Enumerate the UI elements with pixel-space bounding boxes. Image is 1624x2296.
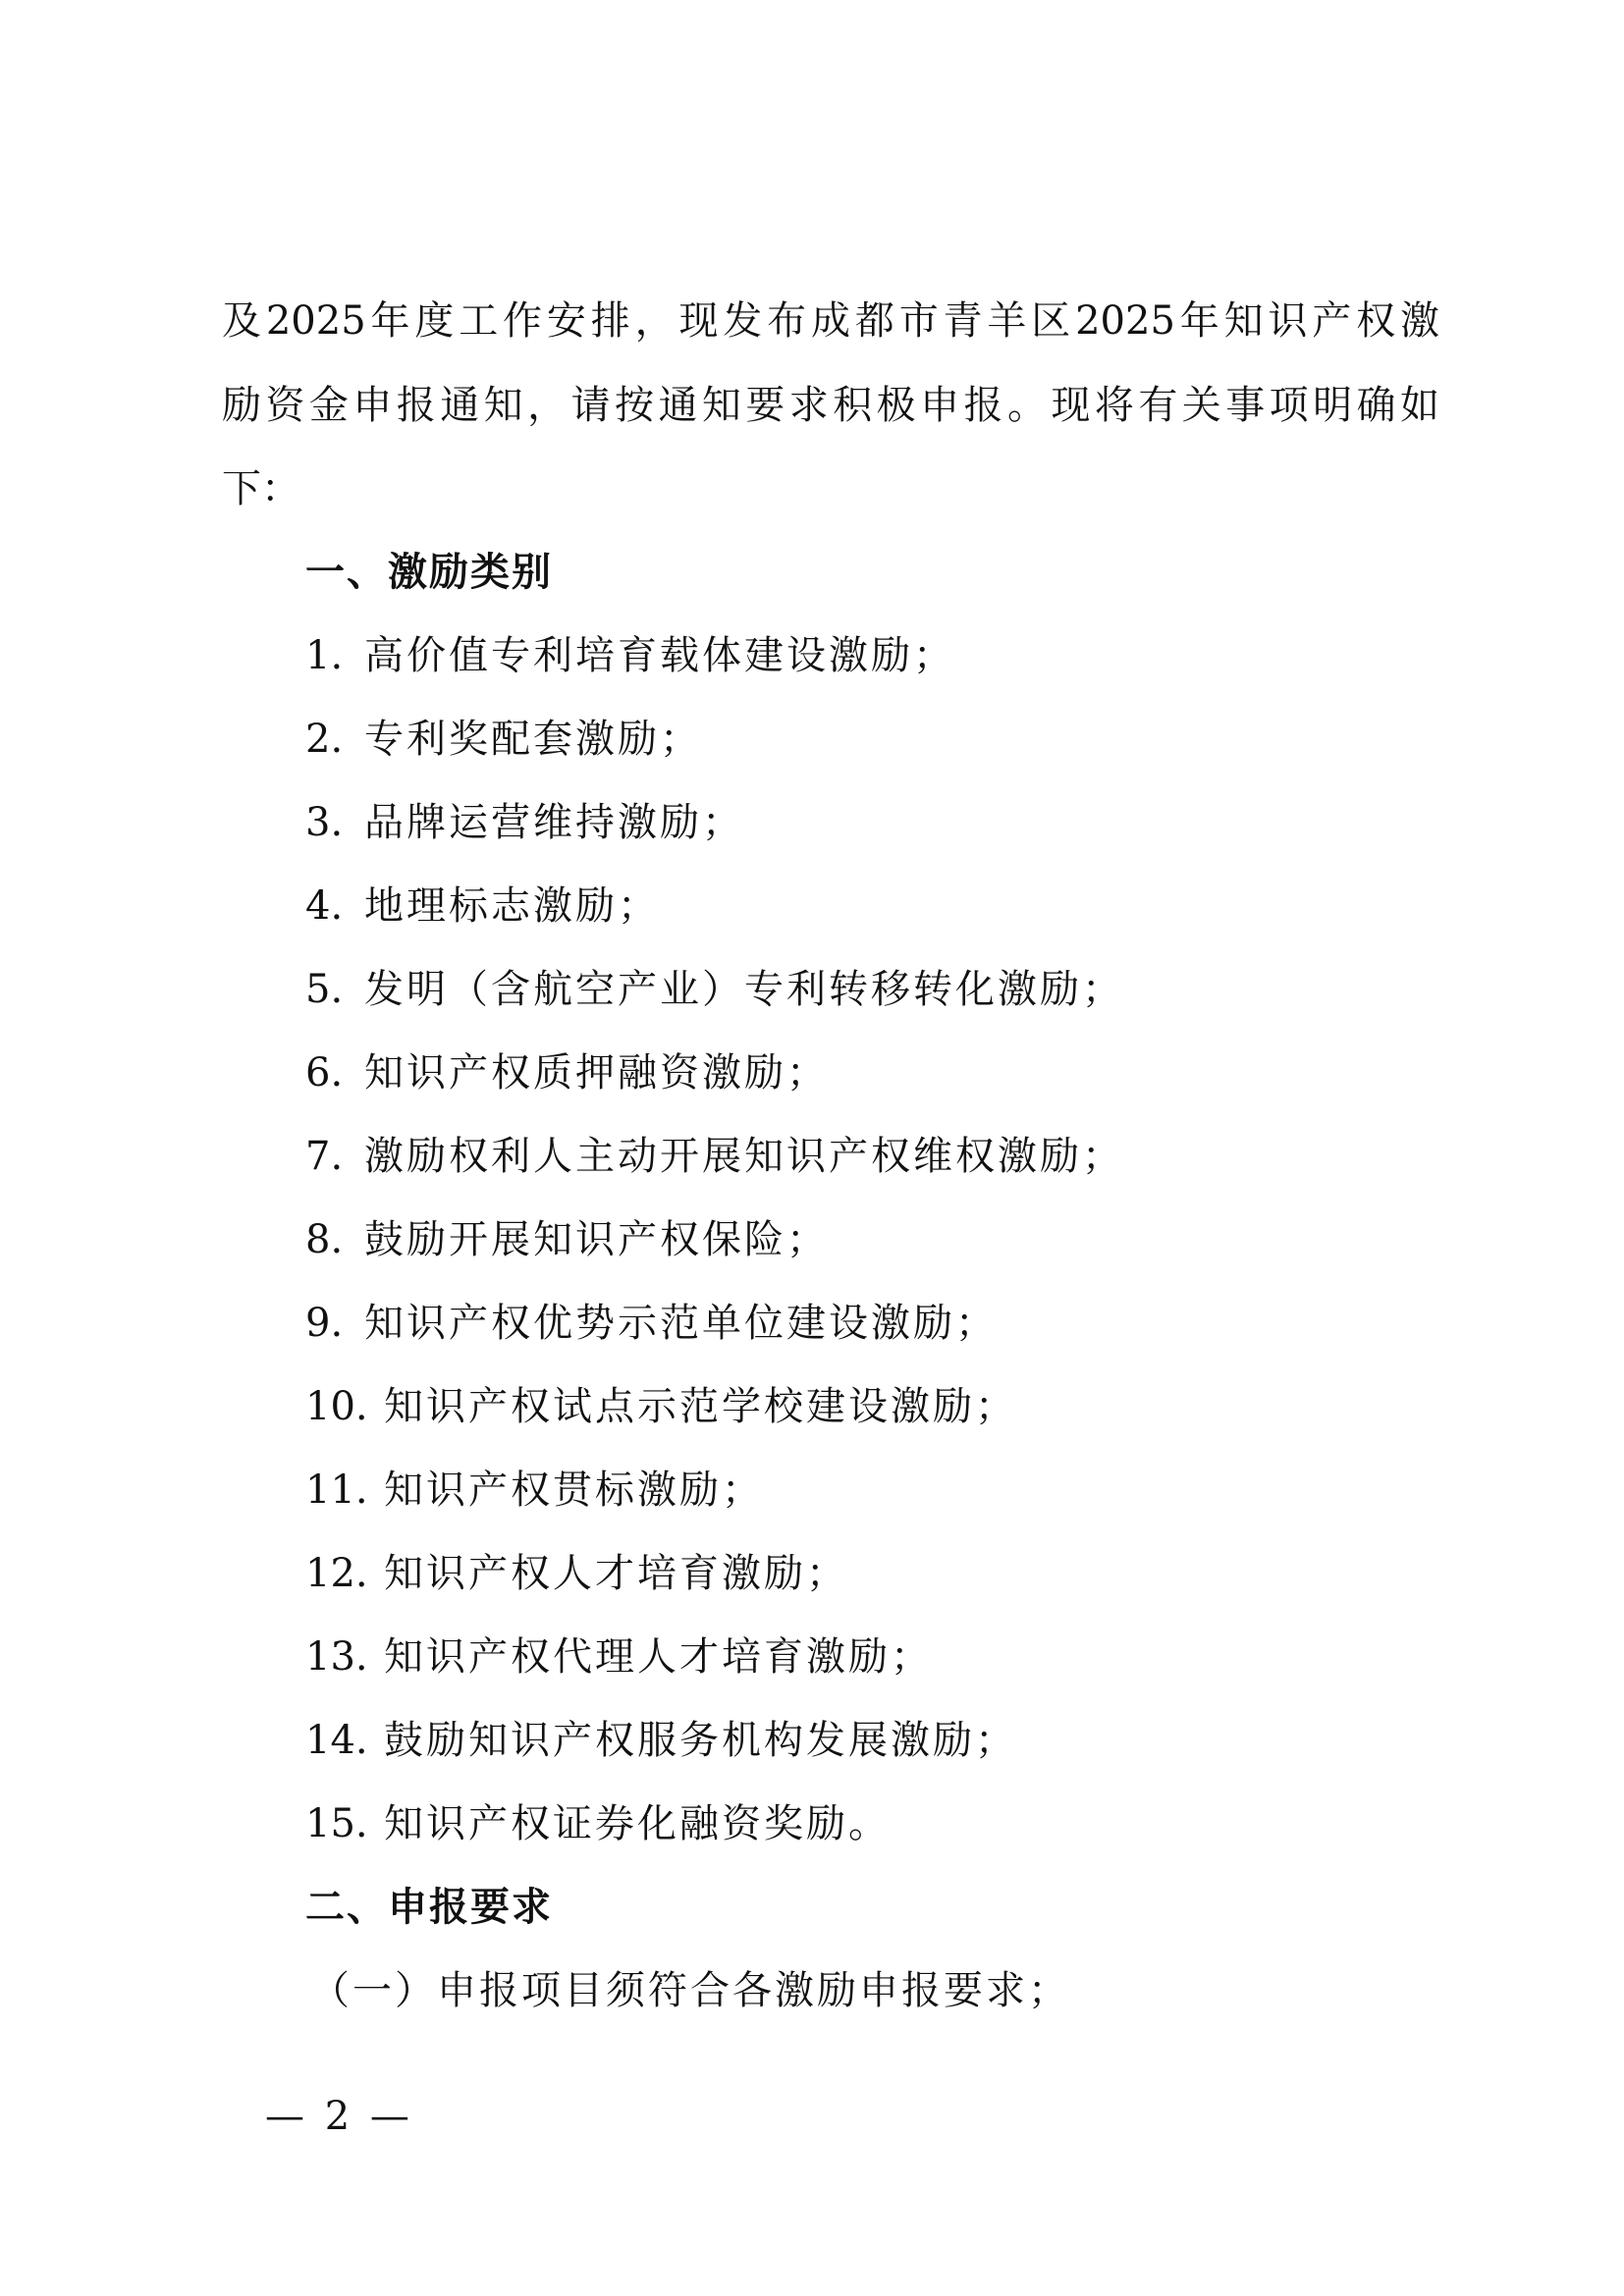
list-item xyxy=(305,1544,848,1603)
list-item-text: 激励权利人主动开展知识产权维权激励； xyxy=(364,1134,1124,1179)
list-item xyxy=(305,1210,829,1269)
list-item-text: 鼓励开展知识产权保险； xyxy=(364,1217,829,1262)
list-item-text: 专利奖配套激励； xyxy=(364,717,702,762)
section-heading-application-requirements: 二、申报要求 xyxy=(305,1885,553,1930)
list-item xyxy=(305,1043,829,1102)
intro-line-3: 下： xyxy=(222,466,300,511)
list-item-text: 鼓励知识产权服务机构发展激励； xyxy=(384,1718,1017,1763)
list-item-number: 2. xyxy=(305,717,344,762)
list-item xyxy=(305,877,660,935)
list-item xyxy=(305,1294,998,1353)
list-item xyxy=(305,1711,1017,1770)
intro-line-2: 励资金申报通知，请按通知要求积极申报。现将有关事项明确如 xyxy=(222,383,1439,428)
list-item-number: 9. xyxy=(305,1301,344,1346)
list-item xyxy=(305,1628,933,1686)
list-item-text: 品牌运营维持激励； xyxy=(364,800,744,845)
list-item-text: 知识产权代理人才培育激励； xyxy=(384,1634,933,1680)
list-item-text: 知识产权人才培育激励； xyxy=(384,1551,848,1596)
list-item-text: 知识产权试点示范学校建设激励； xyxy=(384,1384,1017,1429)
list-item-number: 5. xyxy=(305,967,344,1012)
list-item xyxy=(305,1127,1124,1186)
list-item xyxy=(305,1794,891,1853)
requirement-paragraph-1: （一）申报项目须符合各激励申报要求； xyxy=(310,1968,1070,2013)
list-item xyxy=(305,960,1124,1019)
list-item-number: 4. xyxy=(305,883,344,929)
list-item-number: 3. xyxy=(305,800,344,845)
list-item xyxy=(305,1461,764,1520)
list-item xyxy=(305,710,702,769)
list-item-number: 10. xyxy=(305,1384,368,1429)
list-item xyxy=(305,626,955,685)
list-item-text: 发明（含航空产业）专利转移转化激励； xyxy=(364,967,1124,1012)
list-item-number: 1. xyxy=(305,633,344,678)
list-item xyxy=(305,793,744,852)
list-item-number: 6. xyxy=(305,1050,344,1095)
list-item-number: 12. xyxy=(305,1551,368,1596)
list-item-text: 知识产权质押融资激励； xyxy=(364,1050,829,1095)
list-item-number: 11. xyxy=(305,1468,368,1513)
list-item-number: 15. xyxy=(305,1801,368,1846)
list-item-number: 14. xyxy=(305,1718,368,1763)
list-item-text: 知识产权优势示范单位建设激励； xyxy=(364,1301,998,1346)
list-item-number: 13. xyxy=(305,1634,368,1680)
intro-line-1: 及2025年度工作安排，现发布成都市青羊区2025年知识产权激 xyxy=(222,298,1439,344)
list-item-text: 地理标志激励； xyxy=(364,883,660,929)
page-number: — 2 — xyxy=(265,2094,413,2139)
list-item-text: 知识产权证券化融资奖励。 xyxy=(384,1801,891,1846)
list-item-number: 7. xyxy=(305,1134,344,1179)
list-item-text: 高价值专利培育载体建设激励； xyxy=(364,633,955,678)
list-item-number: 8. xyxy=(305,1217,344,1262)
list-item-text: 知识产权贯标激励； xyxy=(384,1468,764,1513)
section-heading-incentive-categories: 一、激励类别 xyxy=(305,550,553,595)
list-item xyxy=(305,1377,1017,1436)
